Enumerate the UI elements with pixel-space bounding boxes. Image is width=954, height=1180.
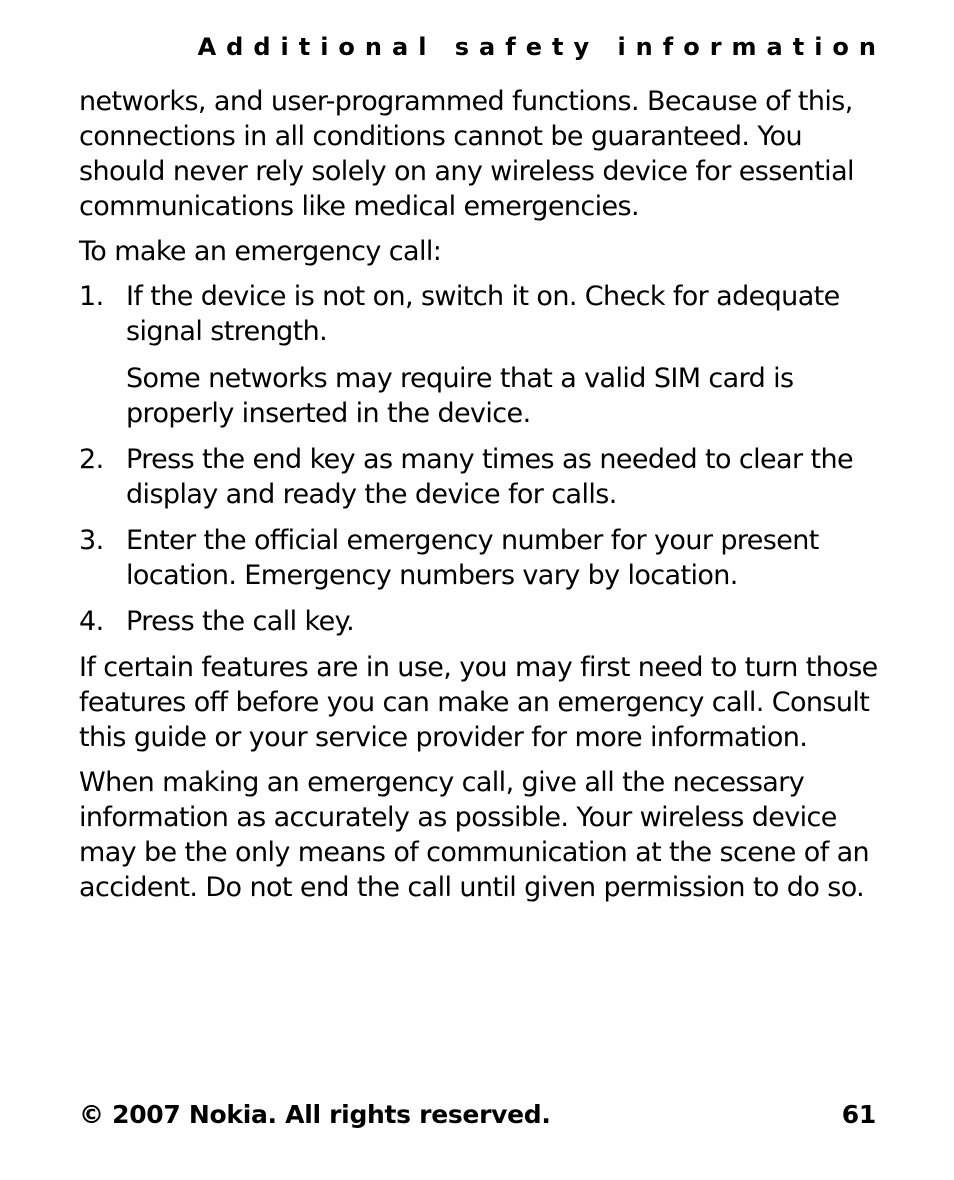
- step-item: [79, 279, 879, 431]
- step-body: [126, 604, 879, 639]
- running-header: Additional safety information: [197, 33, 886, 61]
- step-text: If the device is not on, switch it on. Check for adequate signal strength.: [126, 281, 840, 347]
- step-body: [126, 279, 879, 431]
- document-page: [79, 0, 886, 1180]
- emergency-call-steps: [79, 279, 879, 639]
- step-body: [126, 442, 879, 512]
- steps-lead: To make an emergency call:: [79, 236, 442, 267]
- step-number: 1.: [79, 281, 104, 312]
- features-paragraph: If certain features are in use, you may first need to turn those features off before you can make an emergency call. Consult this guide or your service provider for more information.: [79, 652, 878, 753]
- copyright-notice: © 2007 Nokia. All rights reserved.: [79, 1100, 551, 1129]
- step-number: 3.: [79, 525, 104, 556]
- step-number: 4.: [79, 606, 104, 637]
- closing-paragraph: When making an emergency call, give all the necessary information as accurately as possible. Your wireless device may be the only means of communication at the scene of an accident. Do not end the call until given permission to do so.: [79, 767, 870, 903]
- step-text: Press the end key as many times as needed to clear the display and ready the device for calls.: [126, 444, 853, 510]
- step-note: Some networks may require that a valid SIM card is properly inserted in the device.: [126, 363, 794, 429]
- step-text: Press the call key.: [126, 606, 355, 637]
- intro-paragraph: networks, and user-programmed functions. Because of this, connections in all conditions cannot be guaranteed. You should never rely solely on any wireless device for essential communications like medical emergencies.: [79, 86, 854, 222]
- step-item: [79, 523, 879, 593]
- body-text: [79, 84, 879, 915]
- step-text: Enter the official emergency number for your present location. Emergency numbers vary by location.: [126, 525, 819, 591]
- page-number: 61: [841, 1100, 876, 1129]
- step-body: [126, 523, 879, 593]
- step-item: [79, 604, 879, 639]
- step-item: [79, 442, 879, 512]
- step-number: 2.: [79, 444, 104, 475]
